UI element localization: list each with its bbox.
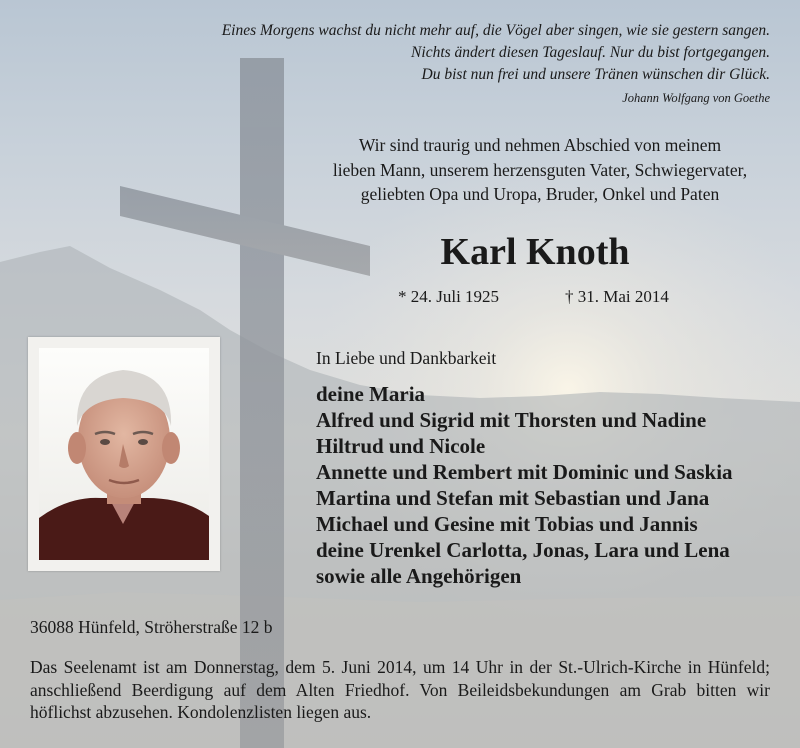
quote-line: Du bist nun frei und unsere Tränen wünschen dir Glück. — [421, 66, 770, 83]
portrait-image — [39, 348, 209, 560]
mourner-line: Annette und Rembert mit Dominic und Saskia — [316, 460, 733, 484]
portrait-photo — [28, 337, 220, 571]
mourner-line: deine Maria — [316, 382, 426, 406]
farewell-intro — [300, 133, 780, 207]
mourner-line: Alfred und Sigrid mit Thorsten und Nadine — [316, 408, 707, 432]
intro-line: Wir sind traurig und nehmen Abschied von meinem — [358, 135, 722, 155]
funeral-details: Das Seelenamt ist am Donnerstag, dem 5. Juni 2014, um 14 Uhr in der St.-Ulrich-Kirche in Hünfeld; anschließend Beerdigung auf dem Alten Friedhof. Von Beileidsbekundungen am Grab bitten wir höflichst abzusehen. Kondolenzlisten liegen aus. — [30, 657, 770, 722]
death-date: † 31. Mai 2014 — [565, 287, 669, 306]
mourner-line: Michael und Gesine mit Tobias und Jannis — [316, 512, 698, 536]
mourner-line: sowie alle Angehörigen — [316, 564, 522, 588]
family-address: 36088 Hünfeld, Ströherstraße 12 b — [30, 617, 273, 637]
goethe-quote — [222, 20, 770, 108]
intro-line: lieben Mann, unserem herzensguten Vater, Schwiegervater, — [332, 159, 748, 180]
mourner-line: Martina und Stefan mit Sebastian und Jana — [316, 486, 710, 510]
mourners-list — [316, 381, 733, 589]
intro-line: geliebten Opa und Uropa, Bruder, Onkel und Paten — [360, 184, 720, 204]
quote-line: Nichts ändert diesen Tageslauf. Nur du bist fortgegangen. — [411, 44, 770, 61]
mourners-intro: In Liebe und Dankbarkeit — [316, 348, 497, 368]
quote-author: Johann Wolfgang von Goethe — [622, 91, 770, 105]
mourner-line: deine Urenkel Carlotta, Jonas, Lara und Lena — [316, 538, 730, 562]
quote-line: Eines Morgens wachst du nicht mehr auf, die Vögel aber singen, wie sie gestern sangen. — [221, 22, 770, 39]
mourner-line: Hiltrud und Nicole — [316, 434, 486, 458]
birth-date: * 24. Juli 1925 — [398, 287, 500, 306]
deceased-name: Karl Knoth — [440, 231, 630, 273]
